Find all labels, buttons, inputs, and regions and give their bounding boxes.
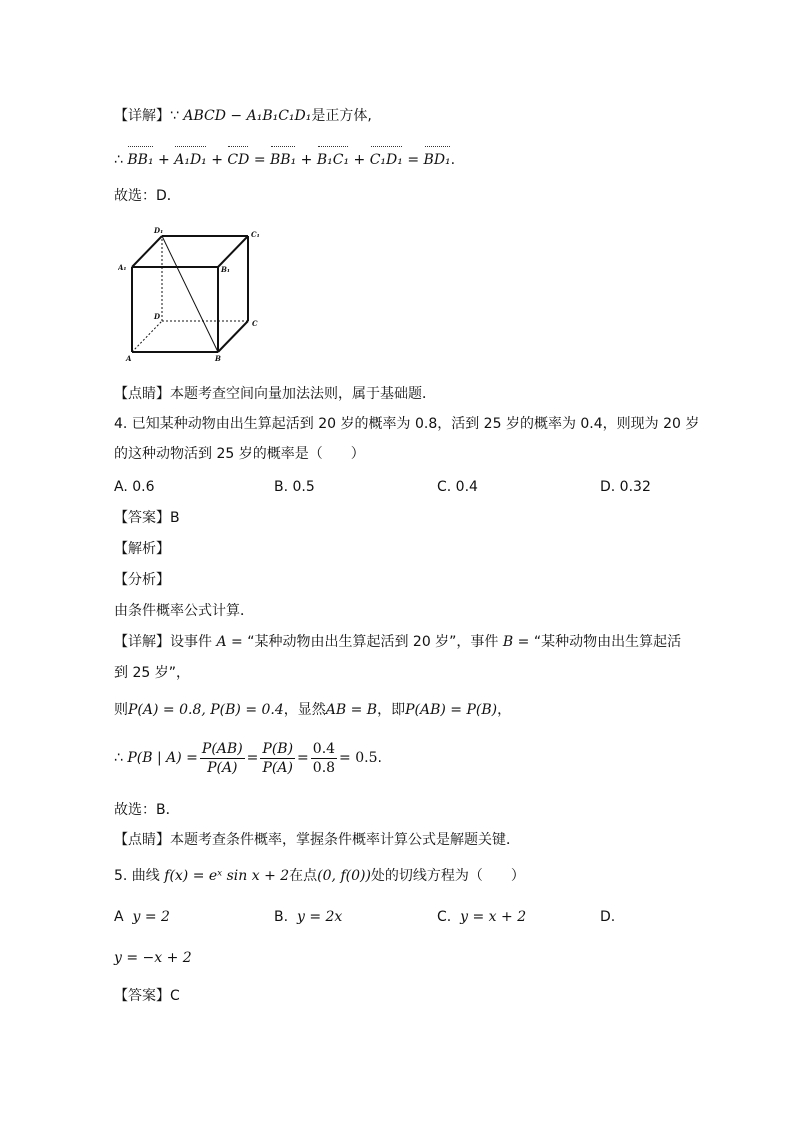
equals-sign: = xyxy=(297,750,309,766)
vector-bb1: BB₁ xyxy=(127,152,154,168)
plus-sign: + xyxy=(300,152,313,168)
q4-option-d: D. 0.32 xyxy=(600,479,651,495)
label-c1: C₁ xyxy=(251,230,260,239)
comment-text: 本题考查空间向量加法法则，属于基础题． xyxy=(170,386,436,402)
q4-analysis-label: 【解析】 xyxy=(114,541,170,557)
diagonal-b-d1 xyxy=(162,236,218,352)
cube-name: ABCD − A₁B₁C₁D₁ xyxy=(183,108,312,124)
q4-stem-line-2: 的这种动物活到 25 岁的概率是（ ） xyxy=(114,446,365,462)
vector-bb1: BB₁ xyxy=(270,152,297,168)
q4-option-a: A. 0.6 xyxy=(114,479,155,495)
option-expr: y = x + 2 xyxy=(460,909,527,925)
answer-label: 【答案】 xyxy=(114,988,170,1004)
q5-option-b xyxy=(274,907,342,927)
denominator: P(A) xyxy=(207,759,238,776)
therefore-symbol: ∴ xyxy=(114,152,123,168)
q5-function: f(x) = eˣ sin x + 2 xyxy=(164,868,290,884)
is-cube-text: 是正方体, xyxy=(311,108,372,124)
fraction-3 xyxy=(311,740,337,777)
detail-text: 设事件 xyxy=(170,634,217,650)
vector-b1c1: B₁C₁ xyxy=(316,152,350,168)
label-d1: D₁ xyxy=(154,226,164,235)
numerator: P(AB) xyxy=(201,740,243,757)
q4-stem-line-1: 4. 已知某种动物由出生算起活到 20 岁的概率为 0.8，活到 25 岁的概率为 0.4，则现为 20 岁 xyxy=(114,416,700,432)
text: 在点 xyxy=(289,868,318,884)
denominator: P(A) xyxy=(262,759,293,776)
q4-comment xyxy=(114,830,520,850)
q4-detail-line-2: 到 25 岁”， xyxy=(114,665,190,681)
answer-value: B xyxy=(170,510,180,526)
text: ，显然 xyxy=(283,702,326,718)
q4-detail-line-3 xyxy=(114,700,511,720)
comment-label: 【点睛】 xyxy=(114,832,170,848)
detail-line-1 xyxy=(114,106,372,126)
equals-sign: = xyxy=(407,152,420,168)
vector-bd1: BD₁ xyxy=(423,152,451,168)
label-a1: A₁ xyxy=(118,263,127,272)
answer-value: C xyxy=(170,988,180,1004)
q5-stem xyxy=(114,866,525,886)
text: 则 xyxy=(114,702,128,718)
text: ，即 xyxy=(377,702,406,718)
plus-sign: + xyxy=(158,152,170,168)
detail-text: = “某种动物由出生算起活到 20 岁”，事件 xyxy=(226,634,503,650)
detail-text: = “某种动物由出生算起活 xyxy=(513,634,682,650)
event-a: A xyxy=(216,634,227,650)
q4-choice: 故选：B． xyxy=(114,802,180,818)
edge-b1-c1 xyxy=(218,236,248,267)
detail-label: 【详解】 xyxy=(114,634,170,650)
q4-option-b: B. 0.5 xyxy=(274,479,315,495)
comment-line-1 xyxy=(114,384,436,404)
period: . xyxy=(377,750,382,766)
text: 处的切线方程为（ ） xyxy=(370,868,525,884)
q4-detail-line-1 xyxy=(114,632,681,652)
vector-c1d1: C₁D₁ xyxy=(369,152,403,168)
equals-sign: = xyxy=(253,152,266,168)
ab-eq-b: AB = B xyxy=(325,702,378,718)
q5-option-a xyxy=(114,907,170,927)
option-letter: C. xyxy=(437,909,452,925)
q5-prefix: 5. 曲线 xyxy=(114,868,160,884)
numerator: P(B) xyxy=(262,740,294,757)
q5-point: (0, f(0)) xyxy=(317,868,371,884)
text: ， xyxy=(497,702,512,718)
q5-answer xyxy=(114,986,180,1006)
equals-sign: = xyxy=(246,750,259,766)
option-expr: y = 2x xyxy=(296,909,343,925)
denominator: 0.8 xyxy=(312,759,336,776)
choice-line-1: 故选：D． xyxy=(114,188,181,204)
edge-a1-d1 xyxy=(132,236,162,267)
option-expr: y = 2 xyxy=(132,909,170,925)
formula-result: = 0.5 xyxy=(339,750,378,766)
label-b: B xyxy=(215,354,221,362)
fraction-2 xyxy=(260,740,295,777)
vector-equation xyxy=(114,150,455,170)
because-symbol: ∵ xyxy=(170,108,179,124)
formula-lhs: P(B | A) = xyxy=(127,750,198,766)
q5-option-d-letter: D. xyxy=(600,909,616,925)
comment-text: 本题考查条件概率，掌握条件概率计算公式是解题关键． xyxy=(170,832,520,848)
plus-sign: + xyxy=(353,152,366,168)
label-d: D xyxy=(154,312,161,321)
label-c: C xyxy=(252,319,258,328)
q4-option-c: C. 0.4 xyxy=(437,479,478,495)
cube-figure xyxy=(118,222,268,362)
answer-label: 【答案】 xyxy=(114,510,170,526)
option-letter: B. xyxy=(274,909,289,925)
q4-formula xyxy=(114,738,382,778)
event-b: B xyxy=(502,634,514,650)
label-b1: B₁ xyxy=(221,265,230,274)
q5-option-d-expr: y = −x + 2 xyxy=(114,950,192,966)
pab-eq-pb: P(AB) = P(B) xyxy=(405,702,498,718)
edge-b-c xyxy=(218,321,248,352)
period: . xyxy=(450,152,456,168)
plus-sign: + xyxy=(211,152,223,168)
label-a: A xyxy=(126,354,132,362)
vector-a1d1: A₁D₁ xyxy=(174,152,207,168)
q4-fenxi-text: 由条件概率公式计算． xyxy=(114,603,254,619)
therefore-symbol: ∴ xyxy=(114,750,123,766)
q4-answer xyxy=(114,508,180,528)
detail-label: 【详解】 xyxy=(114,108,170,124)
q5-option-c xyxy=(437,907,526,927)
option-letter: A xyxy=(114,909,124,925)
prob-values: P(A) = 0.8, P(B) = 0.4 xyxy=(128,702,284,718)
fraction-1 xyxy=(200,740,245,777)
q4-fenxi-label: 【分析】 xyxy=(114,572,170,588)
comment-label: 【点睛】 xyxy=(114,386,170,402)
hidden-edge-a-d xyxy=(132,321,162,352)
numerator: 0.4 xyxy=(312,740,336,757)
vector-cd: CD xyxy=(227,152,250,168)
